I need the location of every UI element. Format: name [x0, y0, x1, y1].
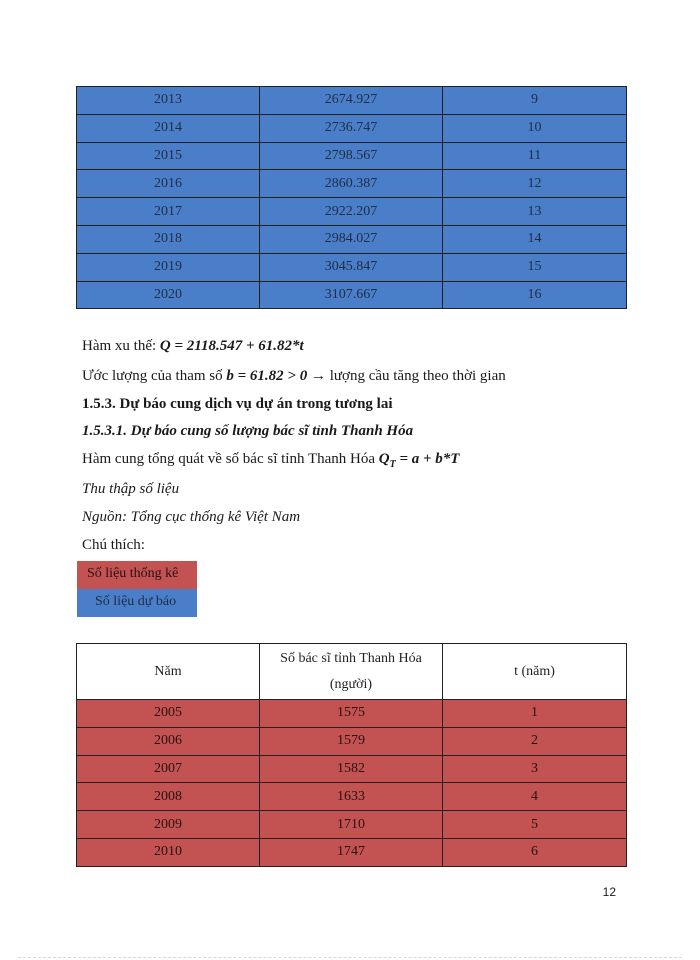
header-year: Năm [77, 644, 260, 700]
table-row [77, 700, 627, 728]
header-doctors-line1: Số bác sĩ tỉnh Thanh Hóa [280, 650, 422, 666]
cell-t: 15 [443, 253, 627, 281]
trend-label: Hàm xu thế: [82, 338, 160, 354]
cell-year: 2017 [77, 198, 260, 226]
supply-function-text: Hàm cung tổng quát về số bác sĩ tỉnh Thanh Hóa [82, 451, 379, 467]
header-doctors [260, 644, 443, 700]
table-row [77, 225, 627, 253]
cell-year: 2007 [77, 755, 260, 783]
cell-t: 14 [443, 225, 627, 253]
table-row [77, 142, 627, 170]
cell-year: 2009 [77, 811, 260, 839]
cell-year: 2014 [77, 114, 260, 142]
section-heading: 1.5.3. Dự báo cung dịch vụ dự án trong tương lai [82, 396, 393, 412]
doctors-table [76, 643, 627, 867]
cell-year: 2015 [77, 142, 260, 170]
cell-value: 1710 [260, 811, 443, 839]
cell-value: 1633 [260, 783, 443, 811]
page-number: 12 [602, 885, 616, 899]
header-doctors-line2: (người) [329, 676, 373, 692]
cell-year: 2020 [77, 281, 260, 309]
cell-year: 2013 [77, 87, 260, 115]
parameter-estimate-line [82, 368, 506, 385]
legend-statistic-data: Số liệu thống kê [77, 561, 197, 589]
cell-t: 16 [443, 281, 627, 309]
table-row [77, 281, 627, 309]
cell-value: 1747 [260, 838, 443, 866]
estimate-suffix: → lượng cầu tăng theo thời gian [307, 368, 506, 384]
cell-value: 3045.847 [260, 253, 443, 281]
table-row [77, 783, 627, 811]
cell-t: 2 [443, 727, 627, 755]
cell-t: 5 [443, 811, 627, 839]
estimate-formula: b = 61.82 > 0 [226, 368, 308, 384]
legend-forecast-data: Số liệu dự báo [77, 589, 197, 617]
legend-caption: Chú thích: [82, 537, 145, 553]
cell-value: 3107.667 [260, 281, 443, 309]
cell-value: 2674.927 [260, 87, 443, 115]
cell-year: 2010 [77, 838, 260, 866]
cell-value: 1582 [260, 755, 443, 783]
table-row [77, 838, 627, 866]
cell-value: 1575 [260, 700, 443, 728]
supply-function-line [82, 451, 459, 470]
doctors-table-header-row [77, 644, 627, 700]
supply-formula-sub: T [389, 459, 396, 470]
table-row [77, 811, 627, 839]
cell-value: 2736.747 [260, 114, 443, 142]
cell-value: 1579 [260, 727, 443, 755]
trend-formula: Q = 2118.547 + 61.82*t [159, 338, 304, 354]
cell-year: 2019 [77, 253, 260, 281]
doctors-table-body [77, 644, 627, 867]
forecast-table [76, 86, 627, 309]
cell-value: 2922.207 [260, 198, 443, 226]
cell-t: 9 [443, 87, 627, 115]
page-bottom-edge [18, 957, 682, 958]
cell-value: 2860.387 [260, 170, 443, 198]
cell-value: 2798.567 [260, 142, 443, 170]
cell-value: 2984.027 [260, 225, 443, 253]
table-row [77, 114, 627, 142]
cell-year: 2005 [77, 700, 260, 728]
forecast-table-body [77, 87, 627, 309]
table-row [77, 755, 627, 783]
cell-t: 11 [443, 142, 627, 170]
table-row [77, 170, 627, 198]
cell-t: 10 [443, 114, 627, 142]
cell-year: 2016 [77, 170, 260, 198]
cell-t: 13 [443, 198, 627, 226]
subsection-heading: 1.5.3.1. Dự báo cung số lượng bác sĩ tỉnh Thanh Hóa [82, 423, 414, 439]
cell-year: 2008 [77, 783, 260, 811]
table-row [77, 253, 627, 281]
cell-t: 12 [443, 170, 627, 198]
table-row [77, 198, 627, 226]
cell-t: 1 [443, 700, 627, 728]
cell-t: 6 [443, 838, 627, 866]
estimate-prefix: Ước lượng của tham số [82, 368, 227, 384]
cell-year: 2006 [77, 727, 260, 755]
cell-year: 2018 [77, 225, 260, 253]
cell-t: 4 [443, 783, 627, 811]
table-row [77, 87, 627, 115]
supply-formula-q: Q [378, 451, 390, 467]
supply-formula-rest: = a + b*T [395, 451, 460, 467]
data-source-label: Nguồn: Tổng cục thống kê Việt Nam [82, 509, 301, 525]
cell-t: 3 [443, 755, 627, 783]
header-t: t (năm) [443, 644, 627, 700]
trend-function-line [82, 338, 304, 355]
data-collection-label: Thu thập số liệu [82, 481, 180, 497]
table-row [77, 727, 627, 755]
